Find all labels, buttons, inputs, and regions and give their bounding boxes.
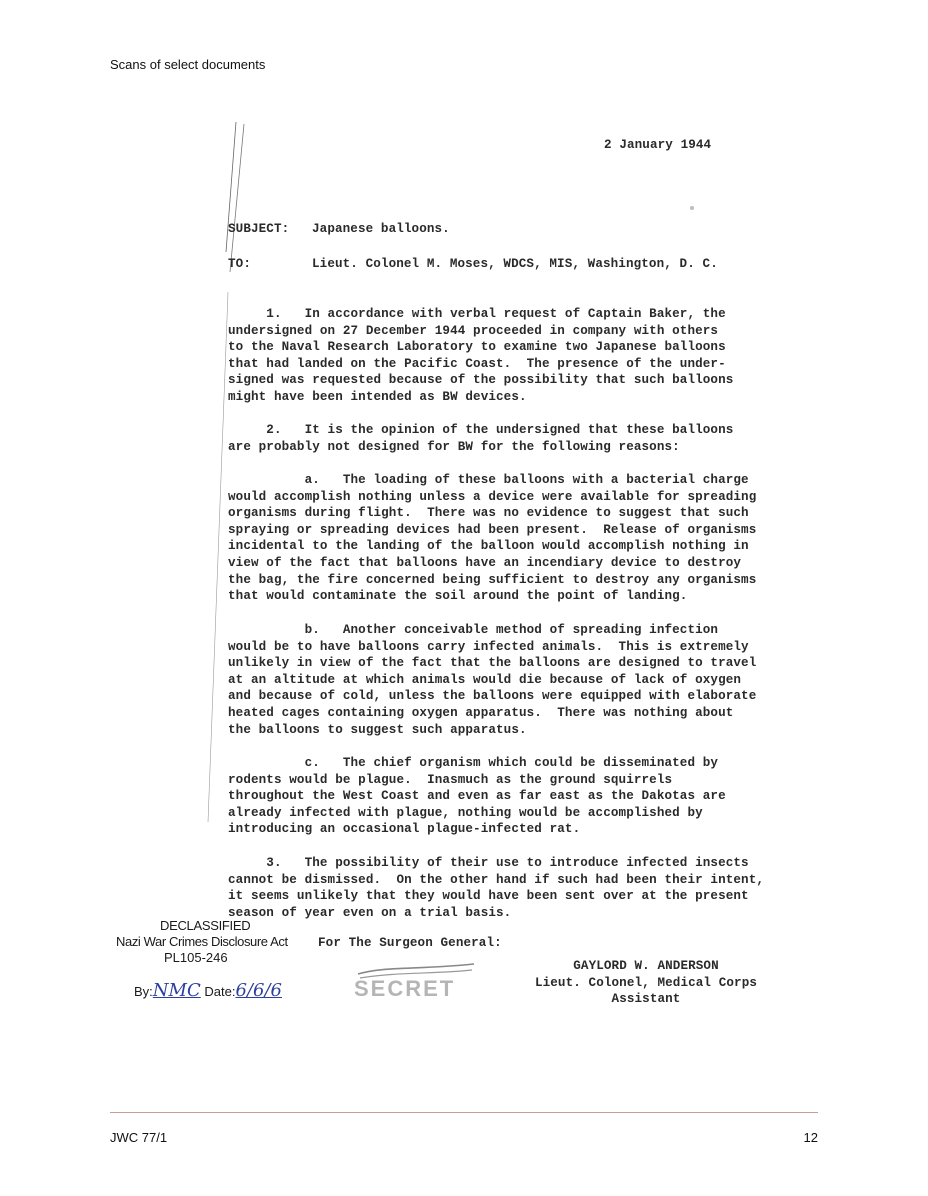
to-value: Lieut. Colonel M. Moses, WDCS, MIS, Washington, D. C. bbox=[312, 257, 718, 271]
text-line: throughout the West Coast and even as far east as the Dakotas are bbox=[228, 789, 726, 804]
text-line: it seems unlikely that they would have been sent over at the present bbox=[228, 889, 749, 904]
text-line: to the Naval Research Laboratory to examine two Japanese balloons bbox=[228, 340, 726, 355]
by-label: By: bbox=[134, 984, 153, 999]
text-line: signed was requested because of the possibility that such balloons bbox=[228, 373, 734, 388]
declassified-act: Nazi War Crimes Disclosure Act bbox=[116, 934, 288, 949]
text-line: at an altitude at which animals would die because of lack of oxygen bbox=[228, 672, 742, 687]
paragraph-2c bbox=[228, 755, 818, 838]
closing-line: For The Surgeon General: bbox=[318, 936, 502, 950]
text-line: a. The loading of these balloons with a bacterial charge bbox=[228, 473, 749, 487]
text-line: and because of cold, unless the balloons were equipped with elaborate bbox=[228, 689, 757, 704]
text-line: undersigned on 27 December 1944 proceeded in company with others bbox=[228, 323, 719, 338]
stamp-strikethrough bbox=[356, 960, 476, 986]
declass-date: 6/6/6 bbox=[235, 980, 282, 1001]
text-line: introducing an occasional plague-infected rat. bbox=[228, 822, 581, 837]
text-line: 1. In accordance with verbal request of Captain Baker, the bbox=[228, 307, 726, 321]
subject-label: SUBJECT: bbox=[228, 222, 290, 236]
to-line bbox=[228, 257, 718, 271]
text-line: view of the fact that balloons have an incendiary device to destroy bbox=[228, 555, 742, 570]
paragraph-3 bbox=[228, 855, 818, 921]
declassified-by-date bbox=[134, 980, 282, 1001]
text-line: unlikely in view of the fact that the balloons are designed to travel bbox=[228, 656, 757, 671]
page-number: 12 bbox=[803, 1130, 818, 1145]
text-line: season of year even on a trial basis. bbox=[228, 905, 512, 920]
text-line: b. Another conceivable method of spreading infection bbox=[228, 623, 719, 637]
text-line: rodents would be plague. Inasmuch as the ground squirrels bbox=[228, 772, 673, 787]
text-line: cannot be dismissed. On the other hand if such had been their intent, bbox=[228, 872, 765, 887]
text-line: that had landed on the Pacific Coast. The presence of the under- bbox=[228, 356, 726, 371]
footer-divider bbox=[110, 1112, 818, 1113]
text-line: 2. It is the opinion of the undersigned that these balloons bbox=[228, 423, 734, 437]
scan-speck bbox=[690, 206, 694, 210]
subject-value: Japanese balloons. bbox=[312, 222, 450, 236]
by-initials: NMC bbox=[152, 980, 201, 1001]
text-line: are probably not designed for BW for the following reasons: bbox=[228, 439, 680, 454]
secret-stamp: SECRET bbox=[354, 976, 456, 1001]
text-line: 3. The possibility of their use to introduce infected insects bbox=[228, 856, 749, 870]
footer-doc-id: JWC 77/1 bbox=[110, 1130, 168, 1145]
text-line: would accomplish nothing unless a device were available for spreading bbox=[228, 489, 757, 504]
text-line: might have been intended as BW devices. bbox=[228, 389, 527, 404]
scanned-document bbox=[110, 110, 818, 1010]
text-line: c. The chief organism which could be disseminated by bbox=[228, 756, 719, 770]
page-header: Scans of select documents bbox=[110, 57, 266, 72]
declassified-title: DECLASSIFIED bbox=[160, 918, 251, 933]
text-line: incidental to the landing of the balloon would accomplish nothing in bbox=[228, 539, 749, 554]
text-line: heated cages containing oxygen apparatus. There was nothing about bbox=[228, 705, 734, 720]
text-line: already infected with plague, nothing would be accomplished by bbox=[228, 805, 703, 820]
letter-date: 2 January 1944 bbox=[604, 138, 712, 152]
text-line: spraying or spreading devices had been present. Release of organisms bbox=[228, 522, 757, 537]
text-line: organisms during flight. There was no evidence to suggest that such bbox=[228, 506, 749, 521]
paragraph-2 bbox=[228, 422, 818, 455]
date-label: Date: bbox=[204, 984, 236, 999]
paragraph-1 bbox=[228, 306, 818, 406]
signatory-title: Lieut. Colonel, Medical Corps bbox=[534, 975, 758, 990]
signatory-role: Assistant bbox=[611, 992, 681, 1007]
signature-block bbox=[516, 958, 776, 1008]
signatory-name: GAYLORD W. ANDERSON bbox=[573, 959, 719, 973]
text-line: the balloons to suggest such apparatus. bbox=[228, 722, 527, 737]
subject-line bbox=[228, 222, 450, 236]
paragraph-2a bbox=[228, 472, 818, 605]
paragraph-2b bbox=[228, 622, 818, 738]
text-line: would be to have balloons carry infected animals. This is extremely bbox=[228, 639, 749, 654]
text-line: the bag, the fire concerned being sufficient to destroy any organisms bbox=[228, 572, 757, 587]
to-label: TO: bbox=[228, 257, 251, 271]
declassified-law: PL105-246 bbox=[164, 950, 228, 965]
text-line: that would contaminate the soil around the point of landing. bbox=[228, 589, 688, 604]
